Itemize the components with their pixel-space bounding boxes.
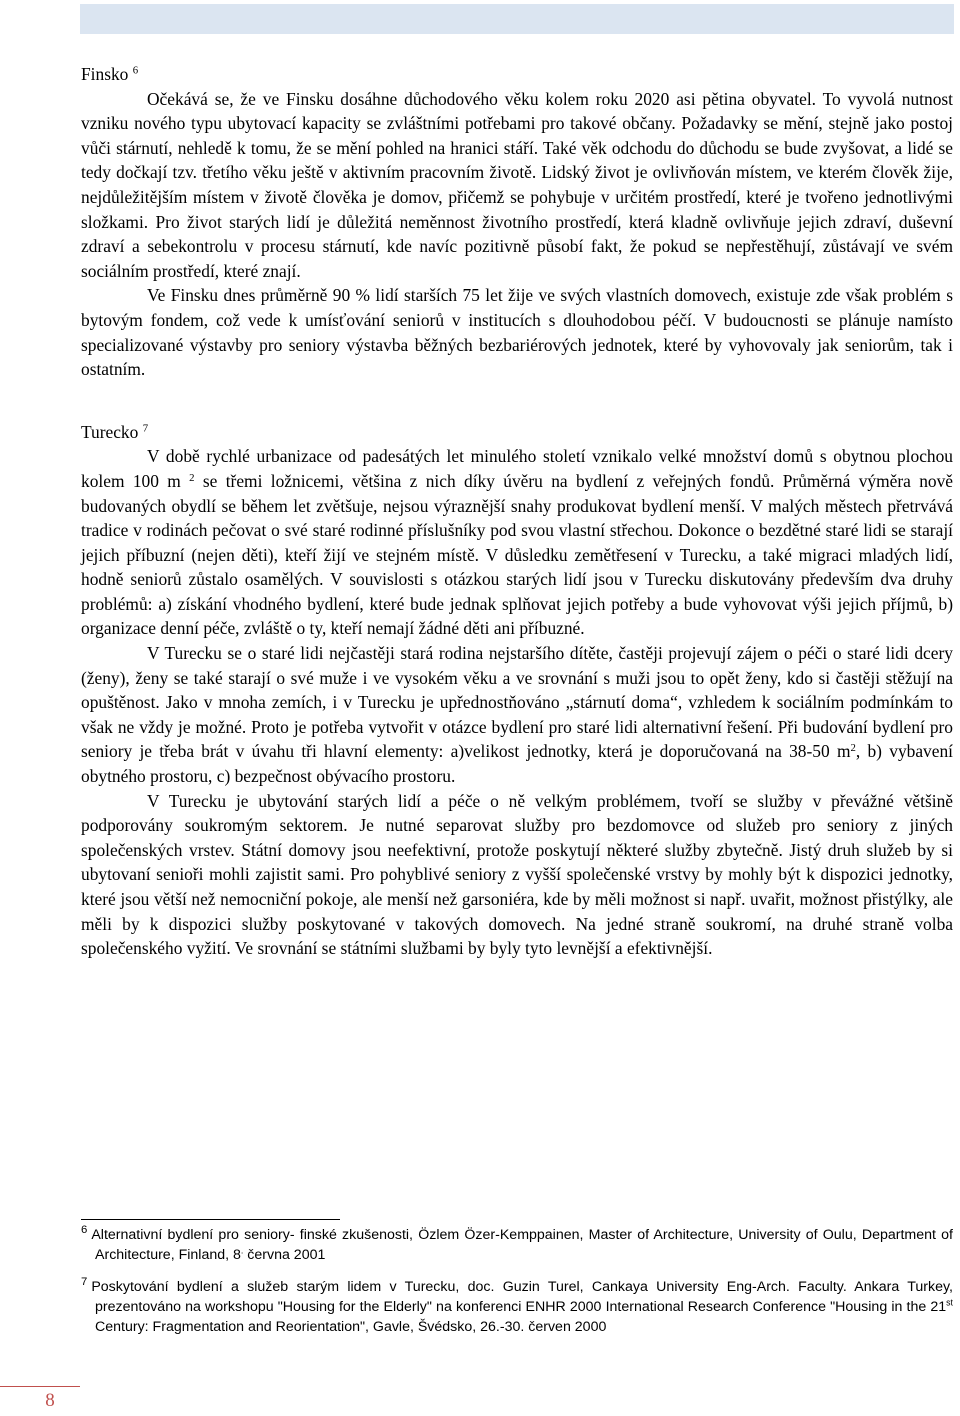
paragraph-text: se třemi ložnicemi, většina z nich díky úvěru na bydlení z veřejných fondů. Průměrná výměra nově budovaných obydlí se během let zvětšuje, nejsou výraznější snahy produkovat bydlení menší. V malých městech přetrvává tradice v rodinách pečovat o své staré rodinné příslušníky pod svou vlastní střechou. Dokonce o bezdětné staré lidi se starají jejich příbuzní (nejen děti), kteří žijí ve stejném místě. V důsledku zemětřesení v Turecku, a také migraci mladých lidí, hodně seniorů zůstalo osamělých. V souvislosti s otázkou starých lidí jsou v Turecku diskutovány především dva druhy problémů: a) získání vhodného bydlení, které bude jednak splňovat jejich potřeby a bude vyhovovat výši jejich příjmů, b) organizace denní péče, zvláště o ty, kteří nemají žádné děti ani příbuzné. (81, 470, 953, 639)
footnote-text: Alternativní bydlení pro seniory- finské zkušenosti, Özlem Özer-Kemppainen, Master of Architecture, University of Oulu, Department of Architecture, Finland, 8 (91, 1227, 953, 1263)
footnote-ref: 6 (132, 64, 139, 77)
footnote-ref: 7 (142, 422, 149, 435)
section-heading-turecko (81, 420, 953, 445)
paragraph: Očekává se, že ve Finsku dosáhne důchodového věku kolem roku 2020 asi pětina obyvatel. To vyvolá nutnost vzniku nového typu ubytovací kapacity se zvláštními potřebami pro takové občany. Požadavky se mění, stejně jako postoj vůči stárnutí, nehledě k tomu, že se mění pohled na hranici stáří. Také věk odchodu do důchodu se bude zvyšovat, a lidé se tedy dočkají tzv. třetího věku ještě v aktivním pracovním životě. Lidský život je ovlivňován místem, ve kterém člověk žije, nejdůležitějším místem v životě člověka je domov, přičemž se pohybuje v určitém prostředí, které je tvořeno jednotlivými složkami. Pro život starých lidí je důležitá neměnnost životního prostředí, která kladně ovlivňuje jejich zdraví, duševní zdraví a sebekontrolu v procesu stárnutí, kde navíc pozitivně působí fakt, že pokud se nepřestěhují, zůstávají ve svém sociálním prostředí, které znají. (81, 88, 953, 281)
paragraph-text: , b) vybavení obytného prostoru, c) bezpečnost obývacího prostoru. (81, 741, 953, 787)
paragraph (81, 444, 953, 641)
document-body (81, 62, 953, 961)
superscript: 2 (850, 742, 856, 755)
footnote-text: Poskytování bydlení a služeb starým lidem v Turecku, doc. Guzin Turel, Cankaya University Eng-Arch. Faculty. Ankara Turkey, prezentováno na workshopu "Housing for the Elderly" na konferenci ENHR 2000 International Research Conference "Housing in the 21 (91, 1279, 953, 1315)
superscript: st (946, 1297, 953, 1308)
heading-text: Turecko (81, 421, 139, 442)
section-heading-finsko (81, 62, 953, 87)
footnote (81, 1225, 953, 1265)
heading-text: Finsko (81, 64, 129, 84)
footnote (81, 1277, 953, 1337)
footnote-separator (81, 1219, 340, 1220)
footnotes (81, 1225, 953, 1349)
paragraph: V Turecku je ubytování starých lidí a péče o ně velkým problémem, tvoří se služby v převážné většině podporovány soukromým sektorem. Je nutné separovat služby pro bezdomovce od služeb pro seniory z jiných společenských vrstev. Státní domovy jsou neefektivní, protože poskytují některé služby zbytečně. Jistý druh služeb by si ubytovaní senioři mohli zajistit sami. Pro pohyblivé seniory z vyšší společenské vrstvy by mohly být k dispozici jednotky, které jsou větší než nemocniční pokoje, ale menší než garsoniéra, kde by měli možnost si např. uvařit, možnost přistýlky, ale měli by k dispozici služby poskytované v takových domovech. Na jedné straně soukromí, na druhé straně volba společenského vyžití. Ve srovnání se státními službami by byly tyto levnější a efektivnější. (81, 790, 953, 959)
header-band (80, 4, 954, 34)
paragraph: Ve Finsku dnes průměrně 90 % lidí starších 75 let žije ve svých vlastních domovech, existuje zde však problém s bytovým fondem, což vede k umísťování seniorů v institucích s dlouhodobou péčí. V budoucnosti se plánuje namísto specializované výstavby pro seniory výstavba běžných bezbariérových jednotek, které by vyhovovaly jak seniorům, tak i ostatním. (81, 285, 953, 380)
paragraph-text: V době rychlé urbanizace od padesátých let minulého století vznikalo velké množství domů s obytnou plochou kolem 100 m (81, 446, 953, 491)
page-number: 8 (45, 1390, 55, 1411)
superscript: . (240, 1245, 244, 1256)
footnote-text: Century: Fragmentation and Reorientation", Gavle, Švédsko, 26.-30. červen 2000 (95, 1319, 607, 1335)
paragraph-text: V Turecku se o staré lidi nejčastěji stará rodina nejstaršího dítěte, častěji projevují zájem o péči o staré lidi dcery (ženy), ženy se také starají o své muže i ve vysokém věku a ve srovnání s muži jsou to opět ženy, kdo si častěji stěžují na opuštěnost. Jako v mnoha zemích, i v Turecku je upřednostňováno „stárnutí doma“, vzhledem k sociálním podmínkám to však ne vždy je možné. Proto je potřeba vytvořit v otázce bydlení pro staré lidi alternativní řešení. Při budování bydlení pro seniory je třeba brát v úvahu tři hlavní elementy: a)velikost jednotky, která je doporučovaná na 38-50 m (81, 643, 953, 762)
page-number-rule (0, 1386, 80, 1387)
superscript: 2 (189, 471, 195, 484)
footnote-mark: 6 (81, 1223, 88, 1236)
footnote-text: června 2001 (243, 1247, 326, 1263)
footnote-mark: 7 (81, 1275, 88, 1288)
paragraph (81, 641, 953, 789)
